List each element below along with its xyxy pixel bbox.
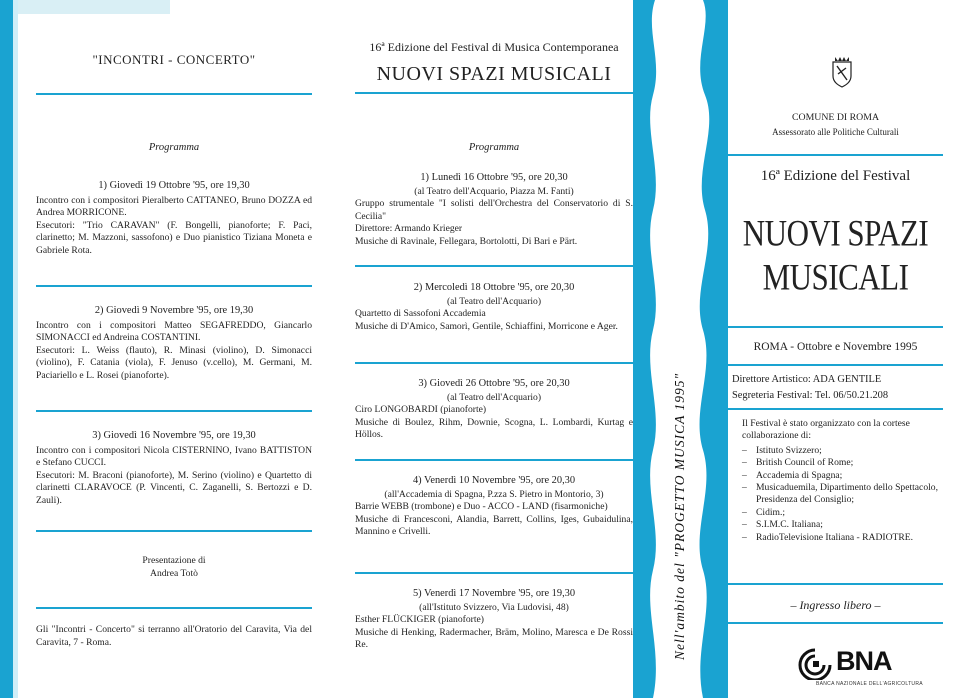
concert-heading: 3) Giovedì 16 Novembre '95, ore 19,30: [92, 430, 256, 441]
concert-venue: (all'Accademia di Spagna, P.zza S. Pietro in Montorio, 3): [384, 488, 604, 500]
bna-logo: [798, 648, 938, 688]
collaborators-list: [742, 445, 939, 544]
presentation-block: [36, 555, 312, 580]
progetto-musica-vertical-text: Nell'ambito del "PROGETTO MUSICA 1995": [672, 372, 687, 660]
concert-block: [36, 305, 312, 383]
programma-heading: Programma: [468, 142, 520, 153]
panel-incontri-concerto: [36, 0, 312, 698]
concert-heading: 4) Venerdì 10 Novembre '95, ore 20,30: [412, 475, 576, 486]
festival-dates: ROMA - Ottobre e Novembre 1995: [753, 341, 918, 353]
bna-logo-text: BNA: [836, 646, 892, 676]
programma-heading: Programma: [148, 142, 200, 153]
concert-block: [36, 180, 312, 258]
concert-music: Musiche di Francesconi, Alandia, Barrett, Collins, Iges, Gubaidulina, Mannino e Crivelli.: [355, 513, 633, 538]
list-item: – British Council of Rome;: [742, 457, 939, 469]
concert-music: Musiche di D'Amico, Samorì, Gentile, Schiaffini, Morricone e Ager.: [355, 320, 618, 332]
festival-edition: 16ª Edizione del Festival di Musica Contemporanea: [369, 40, 619, 54]
venue-note: [36, 624, 312, 649]
divider: [36, 93, 312, 95]
list-item: – S.I.M.C. Italiana;: [742, 519, 939, 531]
assessorato: Assessorato alle Politiche Culturali: [772, 127, 899, 137]
concert-venue: (al Teatro dell'Acquario): [446, 295, 542, 307]
concert-block: [355, 475, 633, 539]
panel-programma-festival: [355, 0, 633, 698]
concert-performers: Esecutori: "Trio CARAVAN" (F. Bongelli, pianoforte; F. Paci, clarinetto; M. Mazzoni, sassofono) e Duo pianistico Tiziana Moneta e Gabriele Rota.: [36, 219, 312, 256]
festival-title: NUOVI SPAZI MUSICALI: [376, 63, 612, 85]
free-entry: – Ingresso libero –: [790, 598, 881, 612]
concert-performer: Gruppo strumentale "I solisti dell'Orchestra del Conservatorio di S. Cecilia": [355, 198, 633, 222]
left-light-bar: [13, 0, 18, 698]
list-item: – RadioTelevisione Italiana - RADIOTRE.: [742, 532, 939, 544]
divider: [36, 410, 312, 412]
divider: [355, 362, 633, 364]
concert-heading: 2) Giovedì 9 Novembre '95, ore 19,30: [94, 305, 254, 316]
divider: [36, 530, 312, 532]
list-item: – Cidim.;: [742, 507, 939, 519]
concert-performer: Barrie WEBB (trombone) e Duo - ACCO - LAND (fisarmoniche): [355, 501, 608, 513]
concert-performers: Esecutori: M. Braconi (pianoforte), M. Serino (violino) e Quartetto di clarinetti CLARAVOCE (P. Vincenti, C. Zaganelli, S. Bertozzi e D. Zauli).: [36, 469, 312, 506]
panel-cover: [728, 0, 943, 698]
bna-logo-mark-icon: [798, 648, 832, 680]
concert-text: Incontro con i compositori Pieralberto CATTANEO, Bruno DOZZA ed Andrea MORRICONE.: [36, 194, 312, 219]
divider: [355, 265, 633, 267]
bna-logo-subtitle: BANCA NAZIONALE DELL'AGRICOLTURA: [816, 681, 923, 687]
concert-heading: 1) Giovedì 19 Ottobre '95, ore 19,30: [98, 180, 250, 191]
list-item: – Accademia di Spagna;: [742, 470, 939, 482]
concert-text: Incontro con i compositori Nicola CISTERNINO, Ivano BATTISTON e Stefano CUCCI.: [36, 444, 312, 469]
collaborators-section: [742, 418, 939, 544]
concert-block: [355, 588, 633, 652]
festival-edition: 16ª Edizione del Festival: [760, 168, 911, 184]
divider: [355, 459, 633, 461]
concert-heading: 1) Lunedì 16 Ottobre '95, ore 20,30: [420, 172, 568, 183]
festival-secretary: Segreteria Festival: Tel. 06/50.21.208: [732, 390, 889, 401]
concert-performers: Esecutori: L. Weiss (flauto), R. Minasi (violino), D. Simonacci (violino), F. Catania (viola), F. Jenuso (v.cello), M. Germani, M. Paciariello e L. Rosei (pianoforte).: [36, 344, 312, 381]
comune-di-roma-crest-icon: [830, 56, 854, 88]
title-line-2: MUSICALI: [762, 256, 909, 298]
concert-venue: (all'Istituto Svizzero, Via Ludovisi, 48): [419, 601, 569, 613]
concert-heading: 5) Venerdì 17 Novembre '95, ore 19,30: [412, 588, 576, 599]
list-item: – Istituto Svizzero;: [742, 445, 939, 457]
divider: [728, 364, 943, 366]
concert-music: Musiche di Boulez, Rihm, Downie, Scogna, L. Lombardi, Kurtag e Höllos.: [355, 416, 633, 441]
concert-block: [355, 378, 633, 442]
venue-text: Gli "Incontri - Concerto" si terranno all'Oratorio del Caravita, Via del Caravita, 7 - Roma.: [36, 624, 312, 648]
presentation-label: Presentazione di: [142, 555, 206, 566]
concert-performer: Quartetto di Sassofoni Accademia: [355, 308, 486, 320]
divider: [355, 572, 633, 574]
list-item: – Musicaduemila, Dipartimento dello Spettacolo, Presidenza del Consiglio;: [742, 482, 939, 507]
comune-name: COMUNE DI ROMA: [791, 112, 880, 123]
concert-director: Direttore: Armando Krieger: [355, 223, 463, 235]
concert-block: [355, 282, 633, 333]
concert-venue: (al Teatro dell'Acquario): [446, 391, 542, 403]
left-blue-bar: [0, 0, 13, 698]
concert-performer: Esther FLÜCKIGER (pianoforte): [355, 614, 484, 626]
divider: [355, 92, 633, 94]
divider: [36, 607, 312, 609]
divider: [728, 154, 943, 156]
concert-music: Musiche di Ravinale, Fellegara, Bortolotti, Di Bari e Pärt.: [355, 235, 578, 247]
title-line-1: NUOVI SPAZI: [742, 212, 929, 254]
concert-music: Musiche di Henking, Radermacher, Bräm, Molino, Maresca e De Rossi Re.: [355, 626, 633, 651]
divider: [728, 622, 943, 624]
divider: [728, 326, 943, 328]
concert-venue: (al Teatro dell'Acquario, Piazza M. Fanti): [414, 185, 574, 197]
collaborators-intro: Il Festival è stato organizzato con la cortese collaborazione di:: [742, 418, 910, 442]
concert-block: [36, 430, 312, 508]
panel1-title: "INCONTRI - CONCERTO": [92, 52, 256, 67]
divider: [728, 408, 943, 410]
concert-heading: 2) Mercoledì 18 Ottobre '95, ore 20,30: [413, 282, 575, 293]
concert-text: Incontro con i compositori Matteo SEGAFREDDO, Giancarlo SIMONACCI ed Andreina COSTANTINI.: [36, 319, 312, 344]
divider: [728, 583, 943, 585]
artistic-director: Direttore Artistico: ADA GENTILE: [732, 374, 882, 385]
divider: [36, 285, 312, 287]
concert-performer: Ciro LONGOBARDI (pianoforte): [355, 404, 487, 416]
concert-block: [355, 172, 633, 249]
presenter-name: Andrea Totò: [150, 567, 198, 579]
concert-heading: 3) Giovedì 26 Ottobre '95, ore 20,30: [418, 378, 570, 389]
